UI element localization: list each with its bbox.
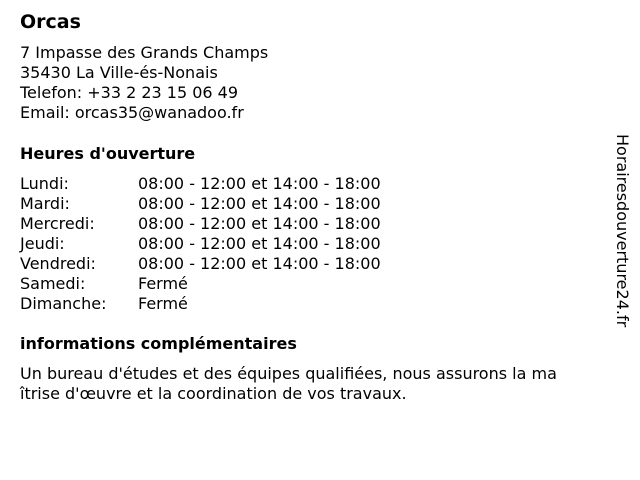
contact-block — [20, 43, 268, 123]
additional-info-heading: informations complémentaires — [20, 334, 297, 353]
day-label: Jeudi: — [20, 234, 65, 253]
day-hours: 08:00 - 12:00 et 14:00 - 18:00 — [138, 194, 381, 213]
hours-row-mercredi — [20, 214, 381, 234]
day-label: Samedi: — [20, 274, 86, 293]
phone-number: Telefon: +33 2 23 15 06 49 — [20, 83, 239, 102]
address-city: 35430 La Ville-és-Nonais — [20, 63, 218, 82]
day-label: Dimanche: — [20, 294, 107, 313]
business-name: Orcas — [20, 11, 81, 33]
hours-row-jeudi — [20, 234, 381, 254]
day-label: Mardi: — [20, 194, 70, 213]
description-line: Un bureau d'études et des équipes qualifiées, nous assurons la ma — [20, 364, 557, 383]
day-hours: 08:00 - 12:00 et 14:00 - 18:00 — [138, 254, 381, 273]
site-watermark: Horairesdouverture24.fr — [613, 134, 632, 328]
day-hours: Fermé — [138, 274, 188, 293]
additional-info-text — [20, 364, 610, 404]
email-address: Email: orcas35@wanadoo.fr — [20, 103, 244, 122]
day-label: Vendredi: — [20, 254, 96, 273]
day-hours: 08:00 - 12:00 et 14:00 - 18:00 — [138, 214, 381, 233]
day-label: Mercredi: — [20, 214, 95, 233]
day-hours: 08:00 - 12:00 et 14:00 - 18:00 — [138, 174, 381, 193]
day-label: Lundi: — [20, 174, 69, 193]
hours-row-mardi — [20, 194, 381, 214]
day-hours: 08:00 - 12:00 et 14:00 - 18:00 — [138, 234, 381, 253]
description-line: îtrise d'œuvre et la coordination de vos travaux. — [20, 384, 407, 403]
address-street: 7 Impasse des Grands Champs — [20, 43, 269, 62]
hours-row-lundi — [20, 174, 381, 194]
opening-hours-heading: Heures d'ouverture — [20, 144, 196, 163]
opening-hours-table — [20, 174, 381, 314]
day-hours: Fermé — [138, 294, 188, 313]
hours-row-samedi — [20, 274, 381, 294]
hours-row-vendredi — [20, 254, 381, 274]
hours-row-dimanche — [20, 294, 381, 314]
